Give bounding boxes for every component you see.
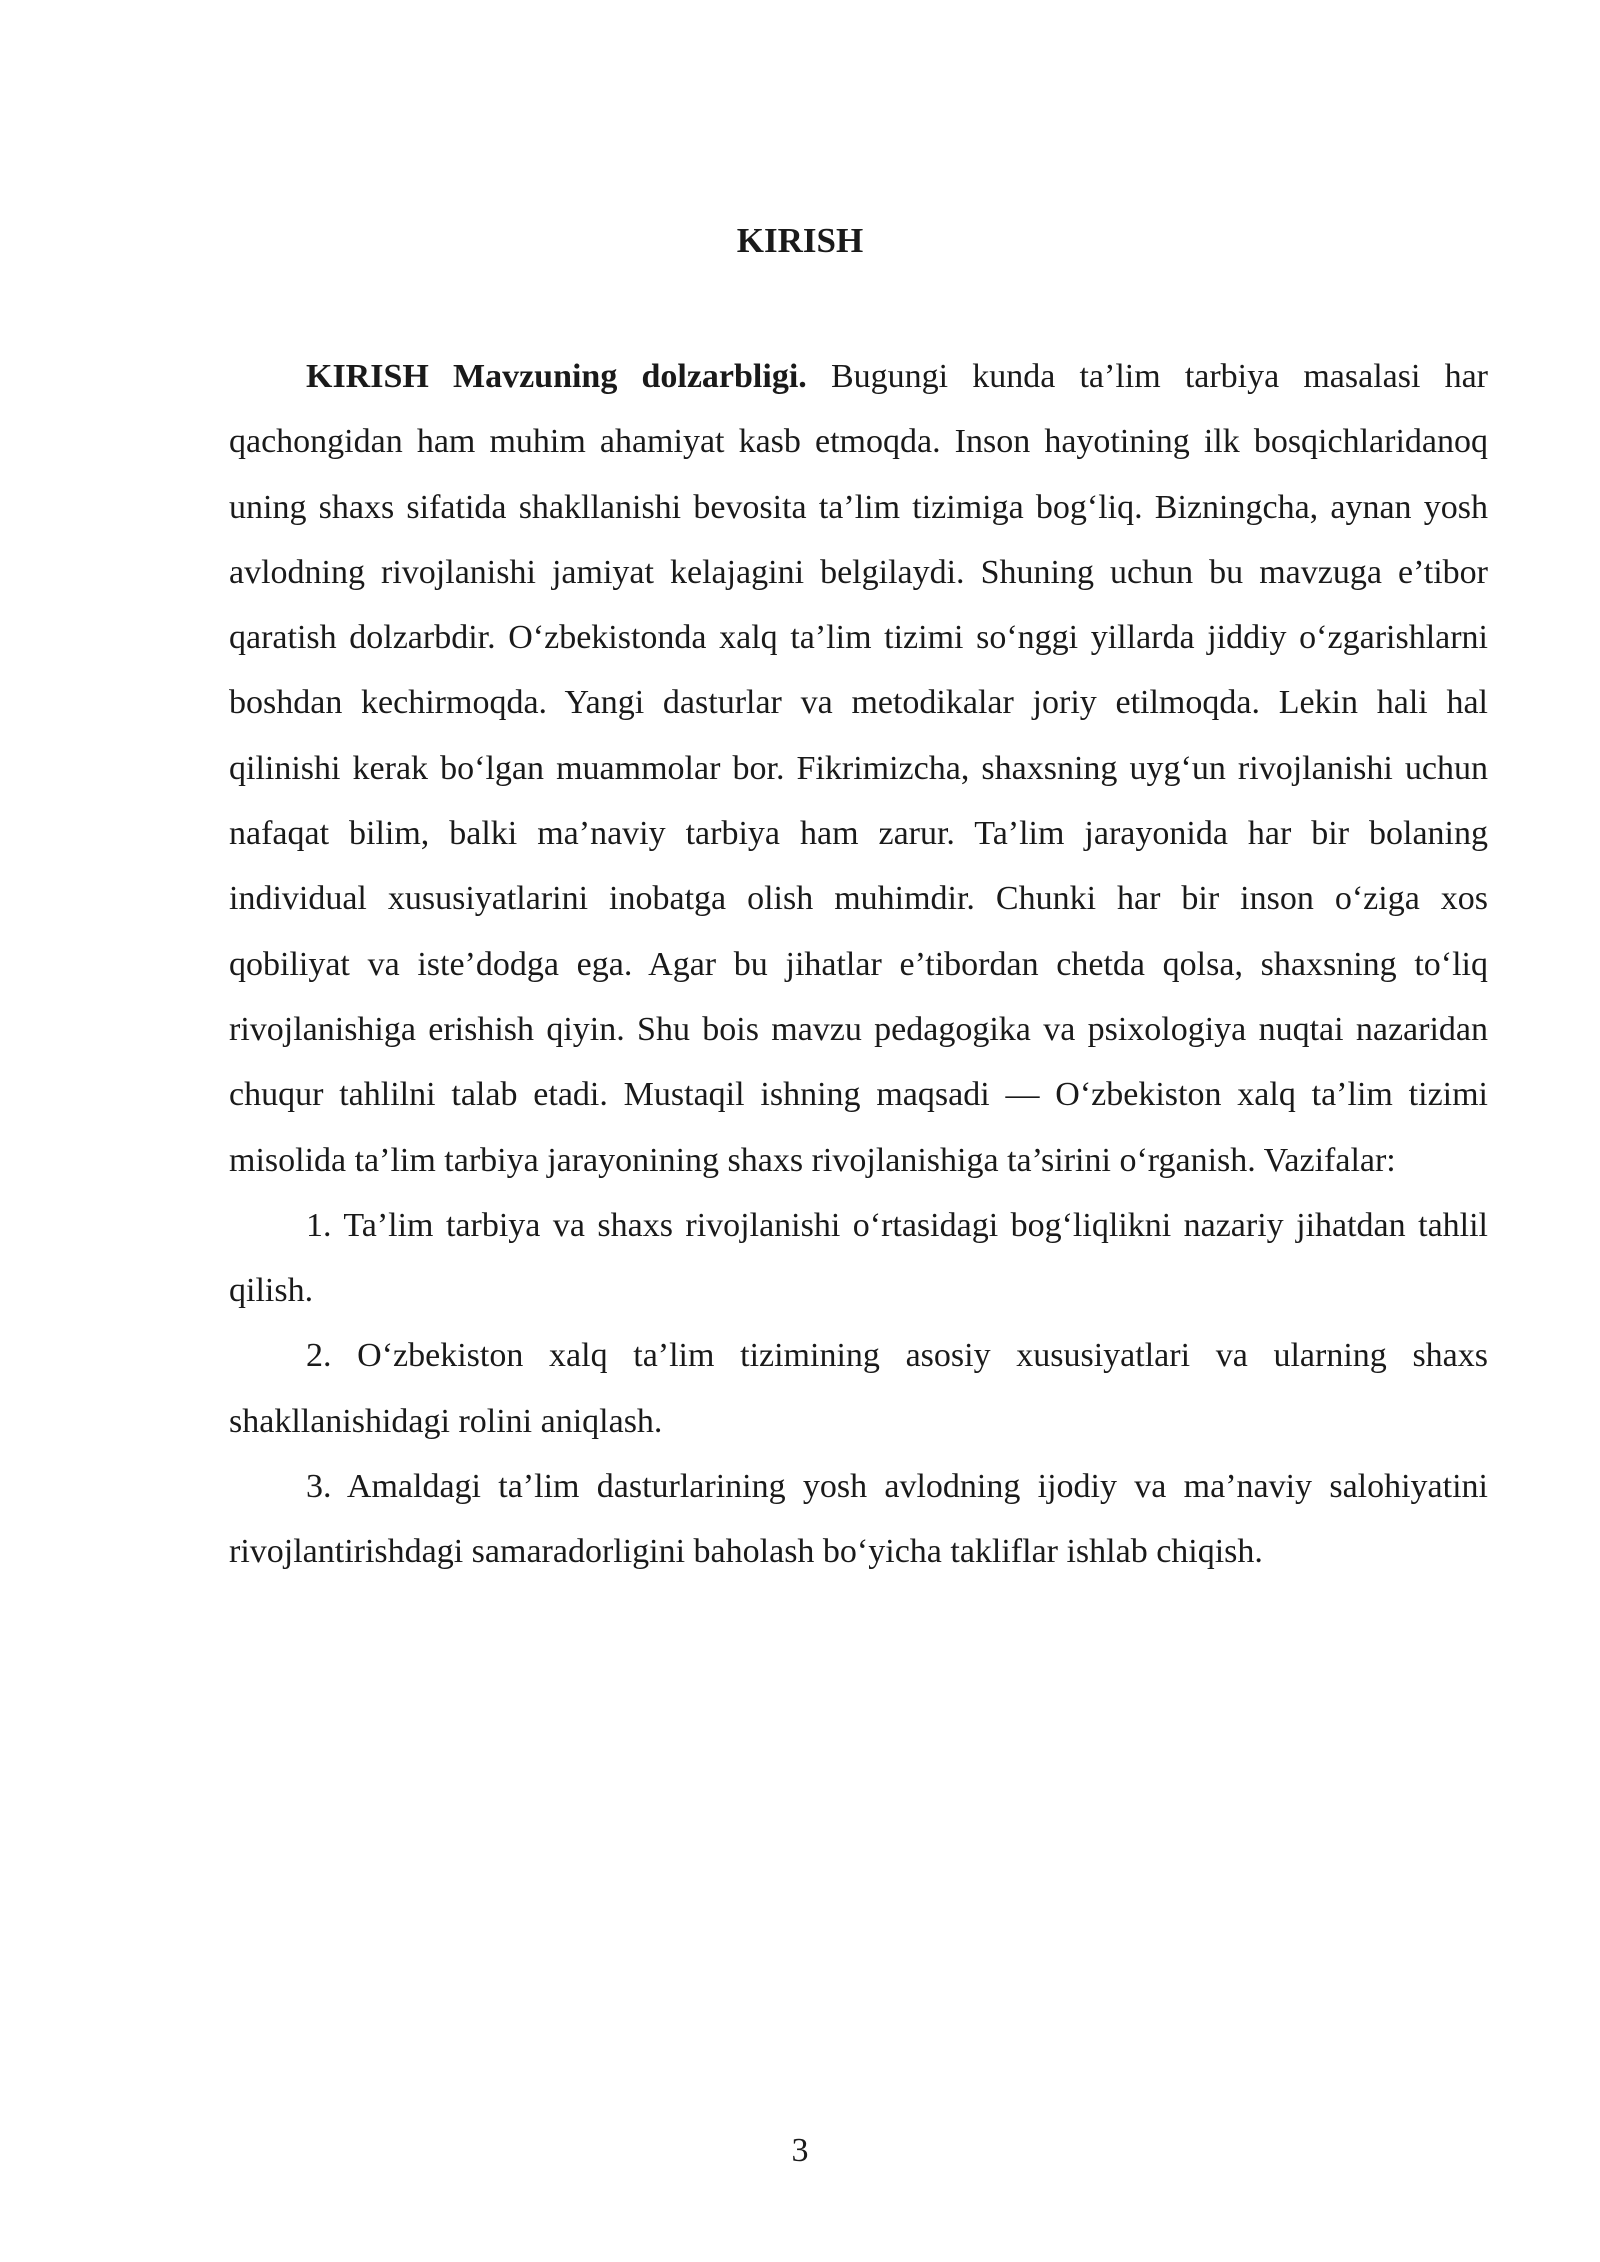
intro-text: Bugungi kunda ta’lim tarbiya masalasi har qachongidan ham muhim ahamiyat kasb etmoqda. Inson hayotining ilk bosqichlaridanoq uning shaxs sifatida shakllanishi bevosita ta’lim tizimiga bog‘liq. Bizningcha, aynan yosh avlodning rivojlanishi jamiyat kelajagini belgilaydi. Shuning uchun bu mavzuga e’tibor qaratish dolzarbdir. O‘zbekistonda xalq ta’lim tizimi so‘nggi yillarda jiddiy o‘zgarishlarni boshdan kechirmoqda. Yangi dasturlar va metodikalar joriy etilmoqda. Lekin hali hal qilinishi kerak bo‘lgan muammolar bor. Fikrimizcha, shaxsning uyg‘un rivojlanishi uchun nafaqat bilim, balki ma’naviy tarbiya ham zarur. Ta’lim jarayonida har bir bolaning individual xususiyatlarini inobatga olish muhimdir. Chunki har bir inson o‘ziga xos qobiliyat va iste’dodga ega. Agar bu jihatlar e’tibordan chetda qolsa, shaxsning to‘liq rivojlanishiga erishish qiyin. Shu bois mavzu pedagogika va psixologiya nuqtai nazaridan chuqur tahlilni talab etadi. Mustaqil ishning maqsadi — O‘zbekiston xalq ta’lim tizimi misolida ta’lim tarbiya jarayonining shaxs rivojlanishiga ta’sirini o‘rganish. Vazifalar: [229,358,1489,1179]
task-item-3: 3. Amaldagi ta’lim dasturlarining yosh avlodning ijodiy va ma’naviy salohiyatini rivojlantirishdagi samaradorligini baholash bo‘yicha takliflar ishlab chiqish. [229,1468,1488,1571]
intro-lead: KIRISH Mavzuning dolzarbligi. [306,358,807,395]
document-body [229,344,1488,1585]
intro-paragraph [229,344,1488,1193]
task-item-1: 1. Ta’lim tarbiya va shaxs rivojlanishi o‘rtasidagi bog‘liqlikni nazariy jihatdan tahlil qilish. [229,1206,1488,1310]
page-title: KIRISH [736,221,864,260]
task-item-2: 2. O‘zbekiston xalq ta’lim tizimining asosiy xususiyatlari va ularning shaxs shakllanishidagi rolini aniqlash. [229,1337,1488,1440]
page-number: 3 [791,2132,809,2169]
